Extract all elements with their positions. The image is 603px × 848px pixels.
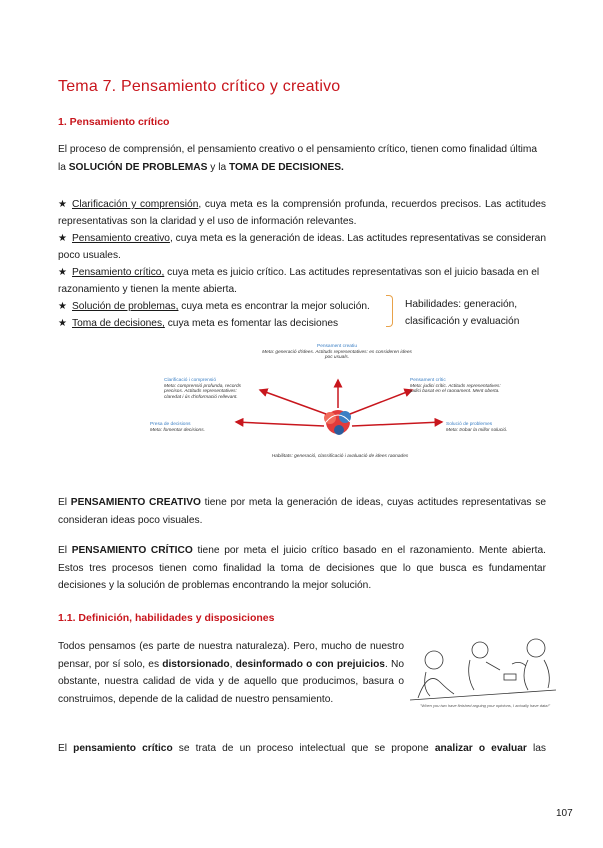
intro-text-c: y la	[207, 161, 229, 173]
list-item-text: , cuya meta es la generación de ideas. Las actitudes representativas se consideran poco usuales.	[58, 233, 546, 261]
diagram-node-text: Meta: comprensió profunda, records precisos. Actituds representatives: claredat i ús d'informació rellevant.	[164, 383, 242, 400]
star-icon: ★	[58, 233, 68, 244]
diagram-node-title: Clarificació i comprensió	[164, 378, 216, 383]
list-item-creativo	[58, 230, 546, 264]
bold-term: PENSAMIENTO CREATIVO	[70, 497, 201, 508]
diagram-footer: Habilitats: generació, classificació i avaluació de idees raonades	[271, 454, 409, 459]
diagram-node-text: Meta: trobar la millor solució.	[446, 427, 508, 433]
diagram-node-creativo	[262, 344, 412, 361]
diagram-node-clarificacion	[164, 378, 254, 400]
list-item-text: , cuya meta es la comprensión profunda, recuerdos precisos. Las actitudes representativas son la claridad y el uso de información relevantes.	[58, 199, 546, 227]
text-e: . No obstante, nuestra calidad de vida y de aquello que producimos, basura o construimos, depende de la calidad de nuestro pensamiento.	[58, 658, 404, 705]
diagram-node-critico	[410, 378, 505, 395]
paragraph-last	[58, 740, 546, 758]
cartoon-illustration-image	[408, 630, 558, 710]
list-item-text: cuya meta es juicio crítico. Las actitudes representativas son el juicio basada en el razonamiento y tienen la mente abierta.	[58, 267, 540, 295]
bracket-divider	[386, 295, 393, 327]
text-c: tiene por meta la generación de ideas, cuyas actitudes representativas se consideran ideas poco visuales.	[58, 497, 546, 526]
diagram-node-title: Presa de decisions	[150, 422, 191, 427]
diagram-node-title: Solució de problemes	[446, 422, 493, 427]
paragraph-todos-pensamos	[58, 638, 404, 708]
intro-paragraph	[58, 141, 546, 176]
text-a: El	[58, 545, 72, 556]
intro-bold-decisiones: TOMA DE DECISIONES.	[228, 161, 344, 173]
star-icon: ★	[58, 318, 68, 329]
diagram-node-solucion	[446, 422, 530, 433]
bold-distorsionado: distorsionado	[162, 658, 230, 670]
list-item-critico	[58, 264, 546, 298]
diagram-node-decisiones	[150, 422, 230, 433]
list-item-term: Pensamiento crítico,	[72, 267, 165, 278]
text-c: se trata de un proceso intelectual que se propone	[172, 743, 435, 754]
diagram-node-text: Meta: generació d'idees. Actituds representatives: es consideren idees poc usuals.	[262, 349, 412, 361]
list-item-solucion	[58, 298, 388, 315]
list-item-clarificacion	[58, 196, 546, 230]
diagram-arrows	[150, 342, 530, 470]
bold-analizar: analizar o evaluar	[434, 743, 527, 754]
list-item-term: Clarificación y comprensión	[72, 199, 199, 210]
bold-desinformado: desinformado o con prejuicios	[235, 658, 385, 670]
star-icon: ★	[58, 199, 68, 210]
section-heading-1-1: 1.1. Definición, habilidades y disposiciones	[58, 612, 275, 624]
diagram-node-text: Meta: fomentar decisions.	[150, 427, 205, 433]
paragraph-creativo	[58, 494, 546, 529]
text-c: ,	[229, 658, 236, 670]
list-item-text: cuya meta es encontrar la mejor solución.	[178, 301, 370, 312]
diagram-node-text: Meta: judici crític. Actituds representatives: judici basat en el raonament. Ment oberta.	[410, 383, 501, 395]
text-e: las	[526, 743, 547, 754]
diagram-node-title: Pensament crític	[410, 378, 446, 383]
text-a: El	[58, 743, 74, 754]
text-a: El	[58, 497, 71, 508]
list-item-term: Pensamiento creativo	[72, 233, 170, 244]
section-heading-1: 1. Pensamiento crítico	[58, 116, 170, 128]
list-item-decisiones	[58, 315, 388, 332]
brain-icon	[324, 410, 351, 435]
page-title: Tema 7. Pensamiento crítico y creativo	[58, 78, 341, 95]
list-item-term: Solución de problemas,	[72, 301, 179, 312]
intro-bold-problemas: SOLUCIÓN DE PROBLEMAS	[68, 161, 208, 173]
paragraph-critico	[58, 542, 546, 595]
bold-term: PENSAMIENTO CRÍTICO	[71, 545, 193, 556]
habilidades-note: Habilidades: generación, clasificación y evaluación	[405, 299, 520, 327]
thinking-diagram	[150, 342, 530, 470]
diagram-node-title: Pensament creatiu	[317, 344, 357, 349]
text-c: tiene por meta el juicio crítico basado en el razonamiento. Mente abierta. Estos tres procesos tienen como finalidad la toma de decisiones que lo que busca es fundamentar decisiones y la solución de problemas encontrando la mejor solución.	[58, 545, 546, 591]
bold-pensamiento-critico: pensamiento crítico	[73, 743, 173, 754]
page-number: 107	[556, 808, 573, 819]
star-icon: ★	[58, 301, 68, 312]
list-item-text: cuya meta es fomentar las decisiones	[164, 318, 339, 329]
star-icon: ★	[58, 267, 68, 278]
text-a: Todos pensamos (es parte de nuestra naturaleza). Pero, mucho de nuestro pensar, por sí solo, es	[58, 641, 404, 670]
intro-text-a: El proceso de comprensión, el pensamiento creativo o el pensamiento crítico, tienen como finalidad última la	[58, 144, 538, 173]
cartoon-caption: "When you two have finished arguing your opinions, I actually have data!"	[420, 703, 551, 708]
list-item-term: Toma de decisiones,	[72, 318, 165, 329]
